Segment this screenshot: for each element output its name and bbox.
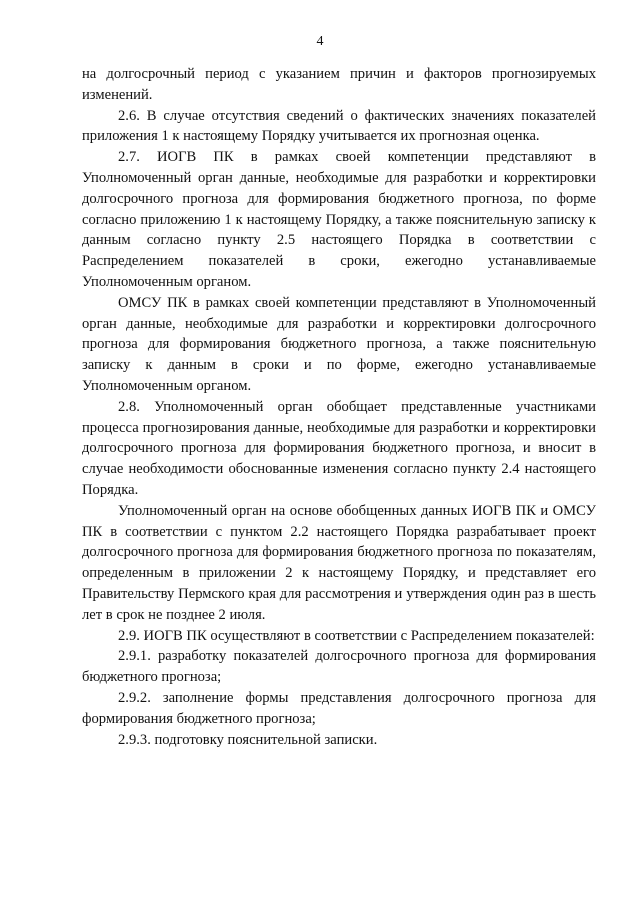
paragraph-2-7: 2.7. ИОГВ ПК в рамках своей компетенции представляют в Уполномоченный орган данные, необходимые для разработки и корректировки долгосрочного прогноза для формирования бюджетного прогноза, по форме согласно приложению 1 к настоящему Порядку, а также пояснительную записку к данным согласно пункту 2.5 настоящего Порядка в соответствии с Распределением показателей в сроки, ежегодно устанавливаемые Уполномоченным органом. [82,149,596,290]
paragraph-authorized-body: Уполномоченный орган на основе обобщенных данных ИОГВ ПК и ОМСУ ПК в соответствии с пунктом 2.2 настоящего Порядка разрабатывает проект долгосрочного прогноза для формирования бюджетного прогноза по показателям, определенным в приложении 2 к настоящему Порядку, и представляет его Правительству Пермского края для рассмотрения и утверждения один раз в шесть лет в срок не позднее 2 июля. [82,502,596,623]
paragraph-2-9-2: 2.9.2. заполнение формы представления долгосрочного прогноза для формирования бюджетного прогноза; [82,689,596,727]
document-body [82,64,596,750]
page-number: 4 [316,34,324,49]
paragraph-2-8: 2.8. Уполномоченный орган обобщает представленные участниками процесса прогнозирования данные, необходимые для разработки и корректировки долгосрочного прогноза для формирования бюджетного прогноза, и вносит в случае необходимости обоснованные изменения согласно пункту 2.4 настоящего Порядка. [82,398,596,498]
paragraph-2-9: 2.9. ИОГВ ПК осуществляют в соответствии с Распределением показателей: [118,627,595,644]
paragraph-continuation: на долгосрочный период с указанием причин и факторов прогнозируемых изменений. [82,66,596,103]
paragraph-2-6: 2.6. В случае отсутствия сведений о фактических значениях показателей приложения 1 к настоящему Порядку учитывается их прогнозная оценка. [82,107,596,145]
paragraph-2-9-1: 2.9.1. разработку показателей долгосрочного прогноза для формирования бюджетного прогноза; [82,648,596,686]
paragraph-2-9-3: 2.9.3. подготовку пояснительной записки. [118,731,378,748]
paragraph-omsu: ОМСУ ПК в рамках своей компетенции представляют в Уполномоченный орган данные, необходимые для разработки и корректировки долгосрочного прогноза для формирования бюджетного прогноза, а также пояснительную записку к данным в сроки и по форме, ежегодно устанавливаемые Уполномоченным органом. [82,294,596,394]
